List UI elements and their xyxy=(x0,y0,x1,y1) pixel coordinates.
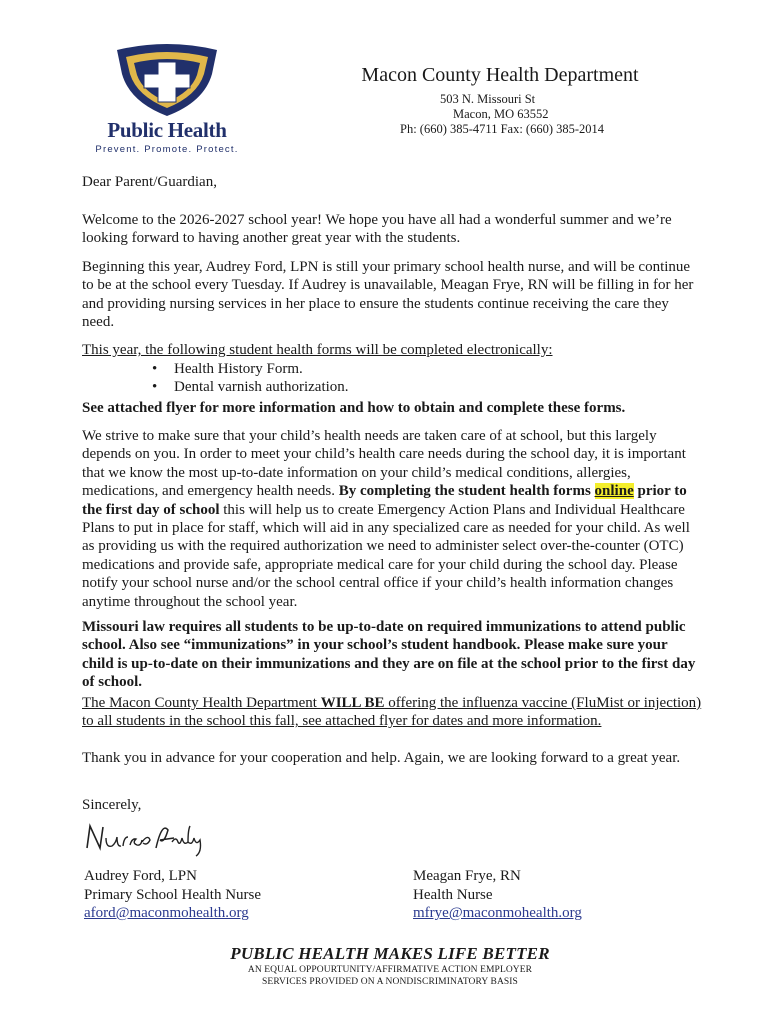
email-link[interactable]: aford@maconmohealth.org xyxy=(84,905,249,921)
forms-heading: This year, the following student health forms will be completed electronically: xyxy=(82,342,553,358)
footer-motto: PUBLIC HEALTH MAKES LIFE BETTER xyxy=(230,944,550,963)
strive-text-a: We strive to make sure that your child’s health needs are taken care of at school, but this largely depends on you. In order to meet your child’s health care needs during the school day, it is important that we know the most up-to-date information on your child’s medical conditions, allergies, medications, and emergency health needs. xyxy=(82,428,686,500)
signer-name: Meagan Frye, RN xyxy=(413,868,521,884)
immunization-law: Missouri law requires all students to be up-to-date on required immunizations to attend public school. Also see “immunizations” in your school’s student handbook. Please make sure your child is up-to-date on their immunizations and they are on file at the school prior to the first day of school. xyxy=(82,619,696,691)
flu-text-a: The Macon County Health Department xyxy=(82,695,321,711)
footer-equal-opportunity: AN EQUAL OPPOURTUNITY/AFFIRMATIVE ACTION EMPLOYER xyxy=(247,965,533,975)
signature-right xyxy=(413,867,582,923)
strive-bold-a: By completing the student health forms xyxy=(338,483,595,500)
signature-left xyxy=(84,867,261,923)
strive-paragraph xyxy=(82,427,702,611)
welcome-paragraph: Welcome to the 2026-2027 school year! We hope you have all had a wonderful summer and we’re looking forward to having another great year with the students. xyxy=(82,212,672,247)
thanks-paragraph: Thank you in advance for your cooperation and help. Again, we are looking forward to a great year. xyxy=(82,750,681,766)
logo-tagline: Prevent. Promote. Protect. xyxy=(95,144,239,155)
address-city: Macon, MO 63552 xyxy=(453,107,549,121)
flyer-note: See attached flyer for more information and how to obtain and complete these forms. xyxy=(82,400,626,416)
intro-paragraph: Beginning this year, Audrey Ford, LPN is still your primary school health nurse, and will be continue to be at the school every Tuesday. If Audrey is unavailable, Meagan Frye, RN will be filling in for her and providing nursing services in her place to ensure the students continue receiving the care they need. xyxy=(82,259,694,331)
online-highlight: online xyxy=(594,483,634,500)
list-item: • Dental varnish authorization. xyxy=(146,378,546,396)
public-health-logo xyxy=(84,44,250,154)
email-link[interactable]: mfrye@maconmohealth.org xyxy=(413,905,582,921)
strive-bold-b: prior to the first day of school xyxy=(82,483,687,518)
salutation: Dear Parent/Guardian, xyxy=(82,174,217,190)
forms-list xyxy=(146,360,546,397)
phone-fax: Ph: (660) 385-4711 Fax: (660) 385-2014 xyxy=(400,122,605,136)
strive-text-b: this will help us to create Emergency Action Plans and Individual Healthcare Plans to put in place for staff, which will aid in any specialized care as needed for your child. As well as providing us with the required authorization we need to administer select over-the-counter (OTC) medications and provide safe, appropriate medical care for your child during the school day. Please notify your school nurse and/or the school central office if your child’s health information changes anytime throughout the school year. xyxy=(82,501,690,610)
closing: Sincerely, xyxy=(82,797,142,813)
flu-text-b: offering the influenza vaccine (FluMist or injection) to all students in the school this fall, see attached flyer for dates and more information. xyxy=(82,695,702,730)
list-item: • Health History Form. xyxy=(146,360,546,378)
flu-vaccine-notice xyxy=(82,694,702,731)
flu-bold: WILL BE xyxy=(320,695,385,711)
signer-name: Audrey Ford, LPN xyxy=(84,868,197,884)
footer-nondiscriminatory: SERVICES PROVIDED ON A NONDISCRIMINATORY BASIS xyxy=(262,977,518,987)
shield-cross-icon xyxy=(112,44,222,118)
handwritten-signature xyxy=(84,818,214,858)
address-street: 503 N. Missouri St xyxy=(440,92,536,106)
logo-wordmark: Public Health xyxy=(107,118,227,142)
organization-name: Macon County Health Department xyxy=(361,64,639,86)
signer-title: Primary School Health Nurse xyxy=(84,886,262,903)
signer-title: Health Nurse xyxy=(413,886,493,903)
